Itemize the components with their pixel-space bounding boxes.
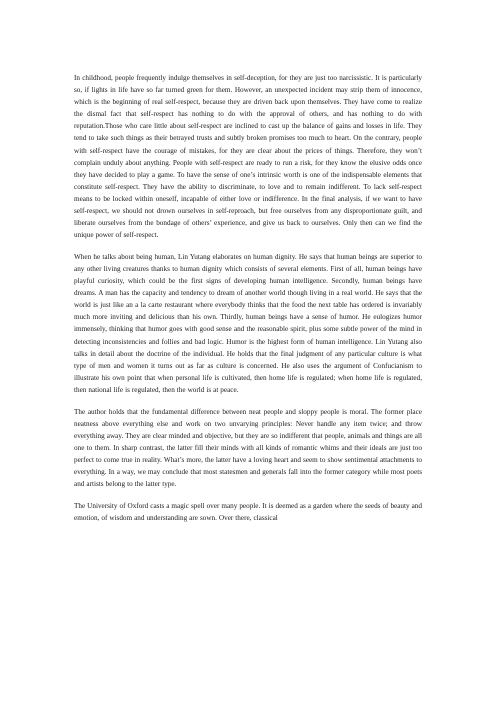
paragraph-being-human: When he talks about being human, Lin Yutang elaborates on human dignity. He says that human beings are superior to any other living creatures thanks to human dignity which consists of several elements. First of all, human beings have playful curiosity, which could be the first signs of developing human intelligence. Secondly, human beings have dreams. A man has the capacity and tendency to dream of another world though living in a real world. He says that the world is just like an a la carte restaurant where everybody thinks that the food the next table has ordered is invariably much more inviting and delicious than his own. Thirdly, human beings have a sense of humor. He eulogizes humor immensely, thinking that humor goes with good sense and the reasonable spirit, plus some subtle power of the mind in detecting inconsistencies and follies and bad logic. Humor is the highest form of human intelligence. Lin Yutang also talks in detail about the doctrine of the individual. He holds that the final judgment of any particular culture is what type of men and women it turns out as far as culture is concerned. He also uses the argument of Confucianism to illustrate his own point that when personal life is cultivated, then home life is regulated; when home life is regulated, then national life is regulated, then the world is at peace. xyxy=(74,252,422,394)
paragraph-neat-and-sloppy-people: The author holds that the fundamental difference between neat people and sloppy people is moral. The former place neatness above everything else and work on two unvarying principles: Never handle any item twice; and throw everything away. They are clear minded and objective, but they are so indifferent that people, animals and things are all one to them. In sharp contrast, the latter fill their minds with all kinds of romantic whims and their ideals are just too perfect to come true in reality. What’s more, the latter have a loving heart and seem to show sentimental attachments to everything. In a way, we may conclude that most statesmen and generals fall into the former category while most poets and artists belong to the latter type. xyxy=(74,407,422,489)
paragraph-self-respect: In childhood, people frequently indulge themselves in self-deception, for they are just too narcissistic. It is particularly so, if lights in life have so far turned green for them. However, an unexpected incident may strip them of innocence, which is the beginning of real self-respect, because they are driven back upon themselves. They have come to realize the dismal fact that self-respect has nothing to do with the approval of others, and has nothing to do with reputation.Those who care little about self-respect are inclined to cast up the balance of gains and losses in life. They tend to take such things as their betrayed trusts and subtly broken promises too much to heart. On the contrary, people with self-respect have the courage of mistakes, for they are clear about the prices of things. Therefore, they won’t complain unduly about anything. People with self-respect are ready to run a risk, for they know the elusive odds once they have decided to play a game. To have the sense of one’s intrinsic worth is one of the indispensable elements that constitute self-respect. They have the ability to discriminate, to love and to remain indifferent. To lack self-respect means to be locked within oneself, incapable of either love or indifference. In the final analysis, if we want to have self-respect, we should not drown ourselves in self-reproach, but free ourselves from any disproportionate guilt, and liberate ourselves from the bondage of others’ experience, and give us back to ourselves. Only then can we find the unique power of self-respect. xyxy=(74,74,422,240)
paragraph-oxford: The University of Oxford casts a magic spell over many people. It is deemed as a garden where the seeds of beauty and emotion, of wisdom and understanding are sown. Over there, classical xyxy=(74,501,422,522)
document-page xyxy=(74,72,422,534)
